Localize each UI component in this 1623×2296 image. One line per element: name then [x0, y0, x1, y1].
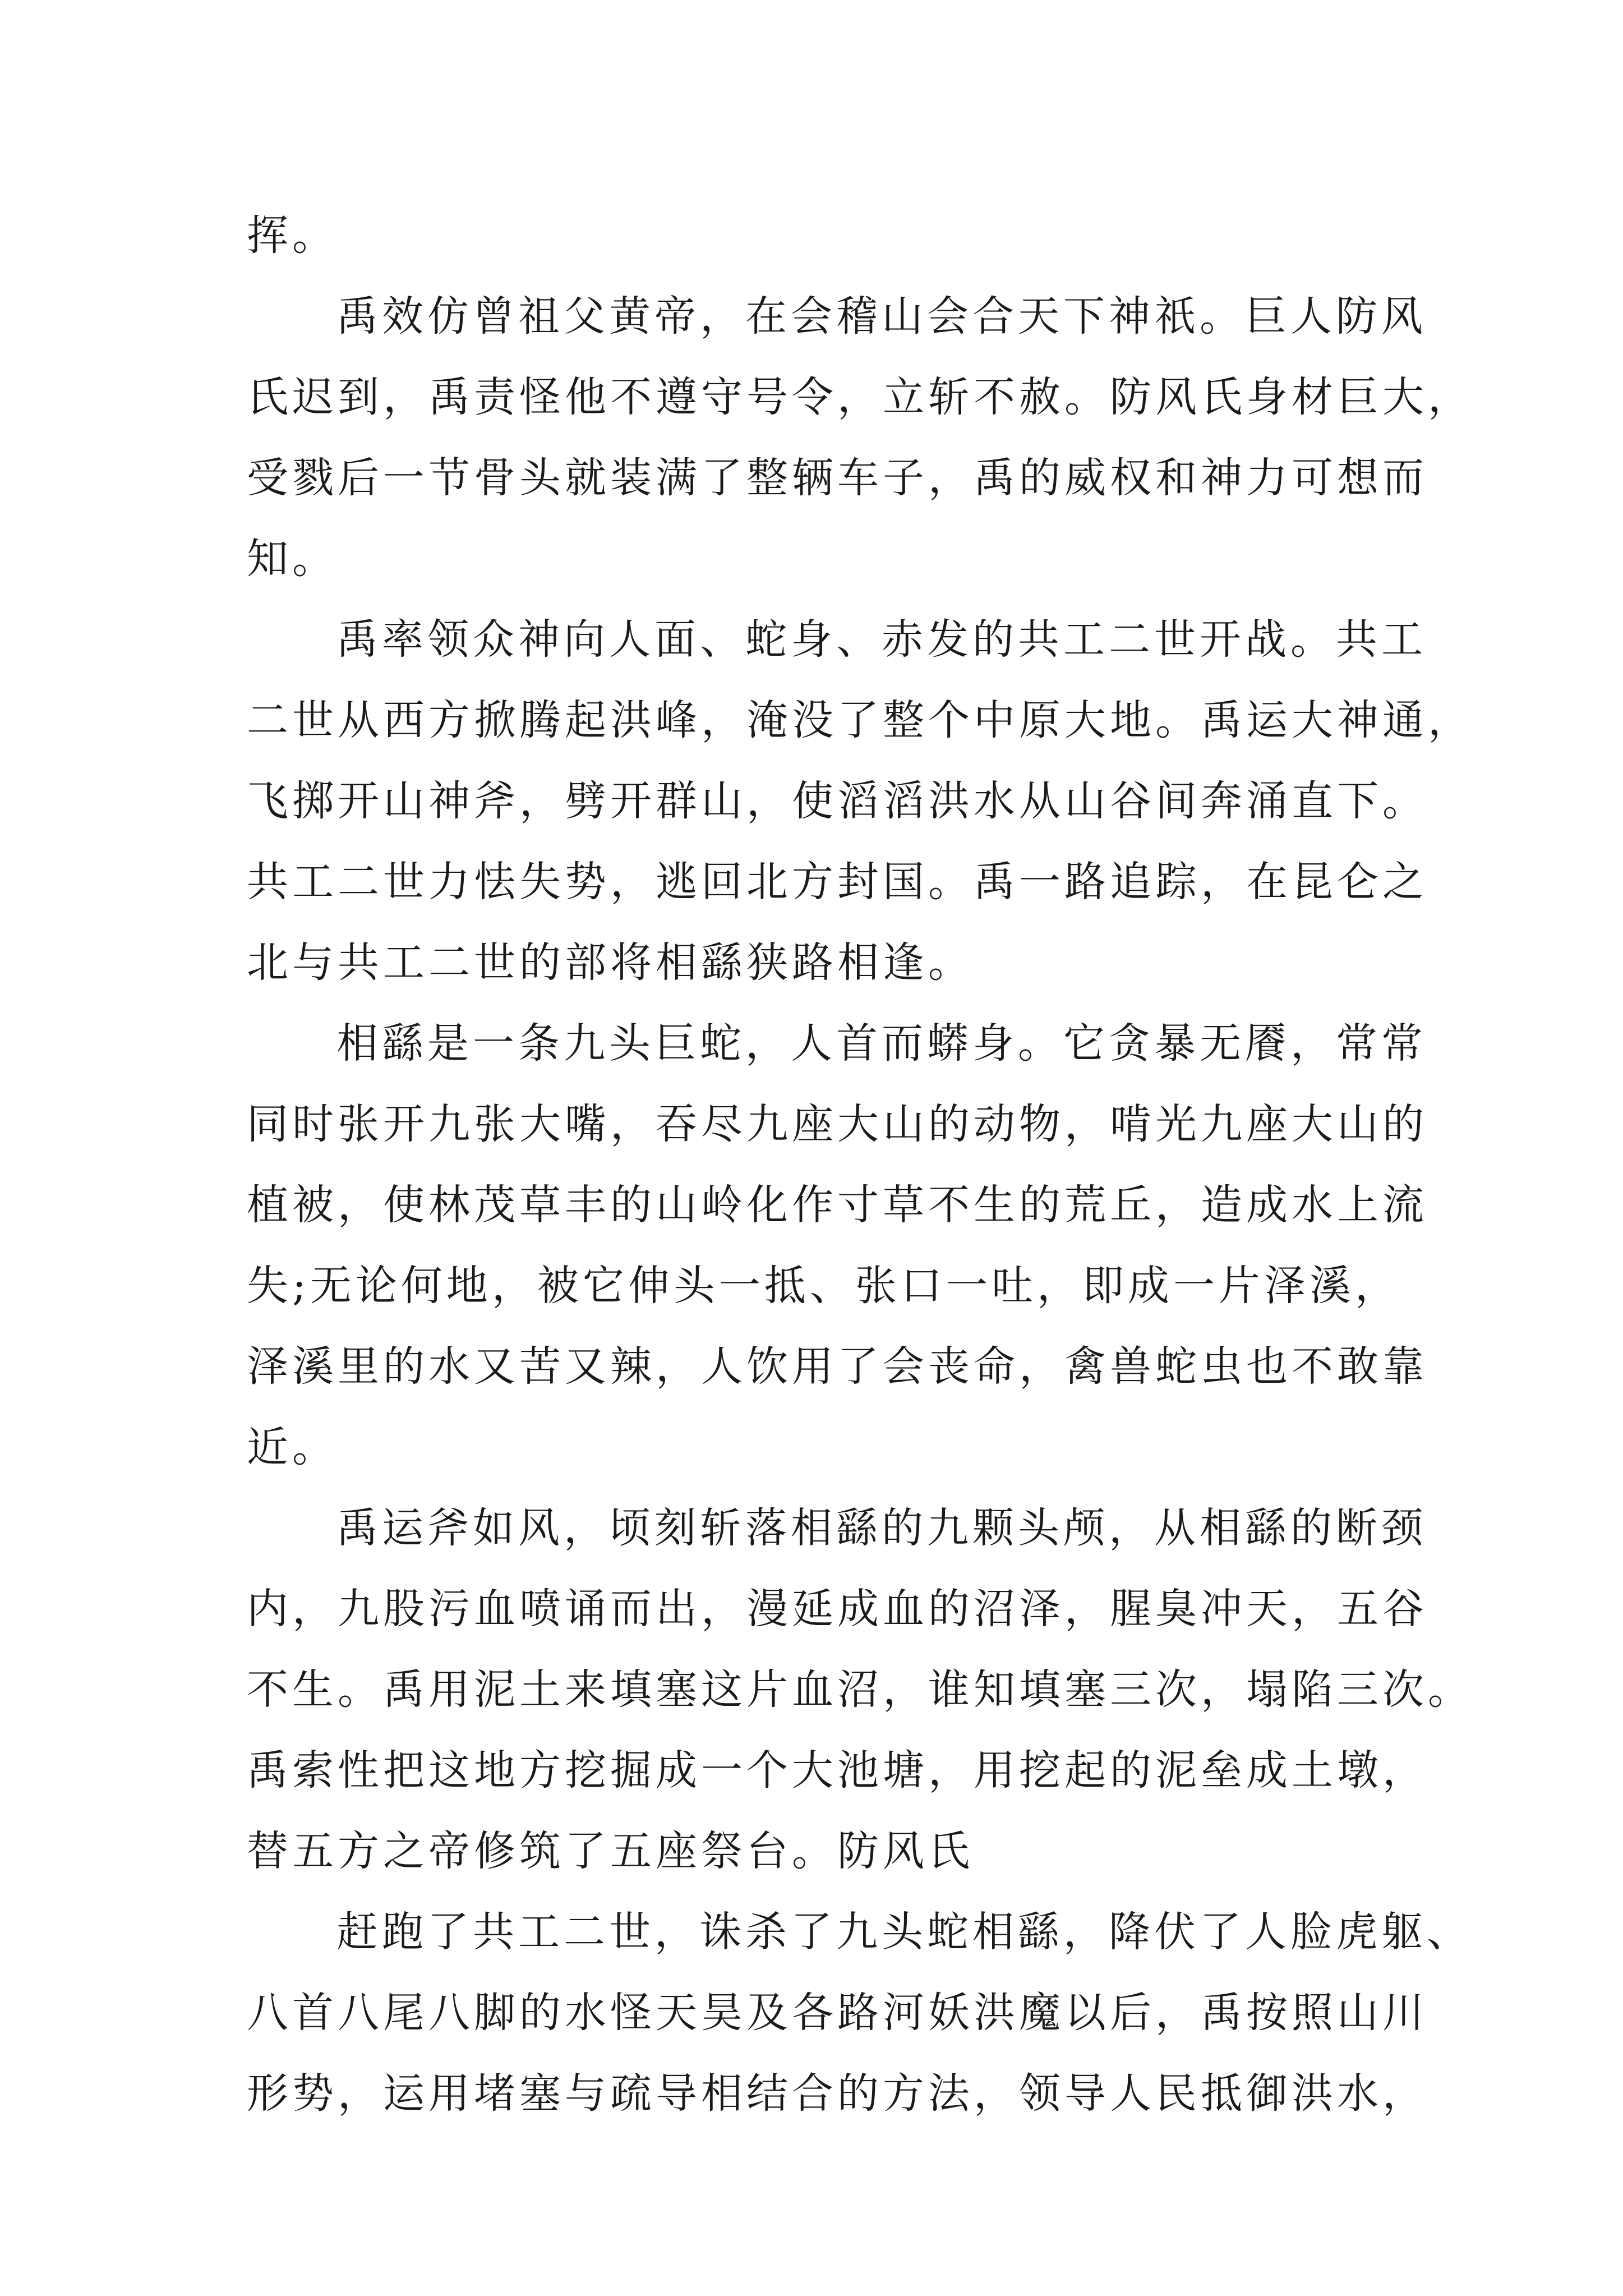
- text-line: 飞掷开山神斧，劈开群山，使滔滔洪水从山谷间奔涌直下。: [247, 777, 1428, 825]
- text-line: 近。: [247, 1423, 338, 1471]
- text-line: 氏迟到，禹责怪他不遵守号令，立斩不赦。防风氏身材巨大，: [247, 373, 1473, 421]
- text-line: 挥。: [247, 211, 338, 260]
- text-line: 不生。禹用泥土来填塞这片血沼，谁知填塞三次，塌陷三次。: [247, 1665, 1473, 1714]
- text-line: 禹效仿曾祖父黄帝，在会稽山会合天下神祇。巨人防风: [336, 292, 1427, 341]
- text-line: 受戮后一节骨头就装满了整辆车子，禹的威权和神力可想而: [247, 454, 1428, 502]
- text-line: 知。: [247, 535, 338, 583]
- text-line: 禹率领众神向人面、蛇身、赤发的共工二世开战。共工: [336, 615, 1427, 664]
- text-line: 形势，运用堵塞与疏导相结合的方法，领导人民抵御洪水，: [247, 2069, 1428, 2118]
- text-line: 替五方之帝修筑了五座祭台。防风氏: [247, 1827, 974, 1875]
- text-line: 共工二世力怯失势，逃回北方封国。禹一路追踪，在昆仑之: [247, 858, 1428, 906]
- text-line: 禹运斧如风，顷刻斩落相繇的九颗头颅，从相繇的断颈: [336, 1504, 1427, 1552]
- text-line: 北与共工二世的部将相繇狭路相逢。: [247, 938, 974, 987]
- text-line: 二世从西方掀腾起洪峰，淹没了整个中原大地。禹运大神通，: [247, 696, 1473, 744]
- text-line: 泽溪里的水又苦又辣，人饮用了会丧命，禽兽蛇虫也不敢靠: [247, 1342, 1428, 1391]
- text-line: 八首八尾八脚的水怪天昊及各路河妖洪魔以后，禹按照山川: [247, 1989, 1428, 2037]
- text-line: 相繇是一条九头巨蛇，人首而蟒身。它贪暴无餍，常常: [336, 1019, 1427, 1068]
- text-line: 植被，使林茂草丰的山岭化作寸草不生的荒丘，造成水上流: [247, 1181, 1428, 1229]
- text-line: 赶跑了共工二世，诛杀了九头蛇相繇，降伏了人脸虎躯、: [336, 1908, 1472, 1956]
- text-line: 禹索性把这地方挖掘成一个大池塘，用挖起的泥垒成土墩，: [247, 1746, 1428, 1795]
- text-line: 失;无论何地，被它伸头一抵、张口一吐，即成一片泽溪，: [247, 1262, 1400, 1310]
- text-line: 内，九股污血喷诵而出，漫延成血的沼泽，腥臭冲天，五谷: [247, 1585, 1428, 1633]
- text-line: 同时张开九张大嘴，吞尽九座大山的动物，啃光九座大山的: [247, 1100, 1428, 1148]
